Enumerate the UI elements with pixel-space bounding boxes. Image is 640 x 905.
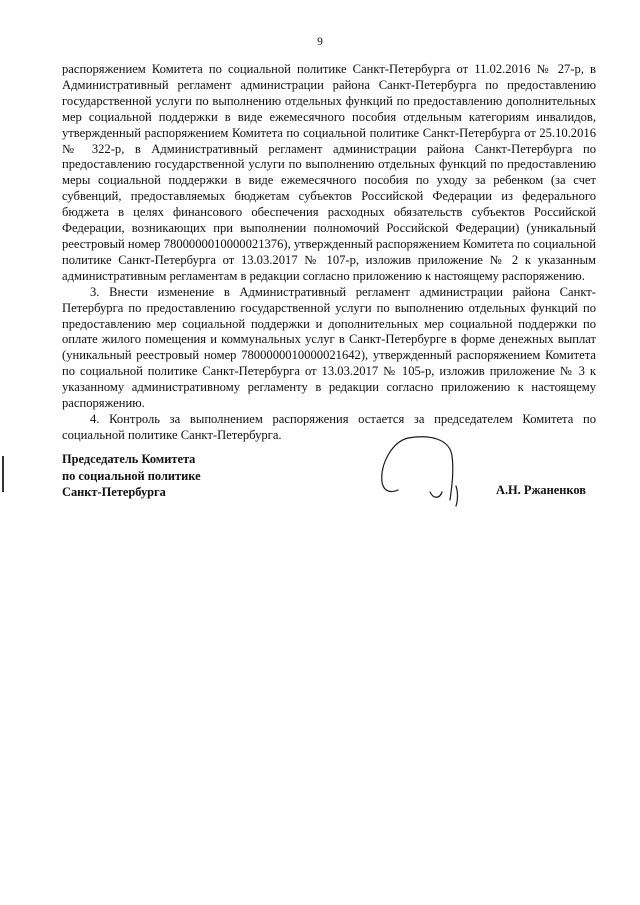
page-number: 9 xyxy=(317,36,323,48)
signatory-title-line: Председатель Комитета xyxy=(62,452,196,466)
paragraph-item-4: 4. Контроль за выполнением распоряжения остается за председателем Комитета по социальной политике Санкт-Петербурга. xyxy=(62,411,596,442)
body-text xyxy=(62,62,596,444)
scan-edge-mark xyxy=(2,456,4,492)
paragraph-continuation: распоряжением Комитета по социальной политике Санкт-Петербурга от 11.02.2016 № 27-р, в Административный регламент администрации района Санкт-Петербурга по предоставлению государственной услуги по выполнению отдельных функций по предоставлению дополнительных мер социальной поддержки в виде ежемесячного пособия отдельным категориям инвалидов, утвержденный распоряжением Комитета по социальной политике Санкт-Петербурга от 25.10.2016 № 322-р, в Административный регламент администрации района Санкт-Петербурга по предоставлению государственной услуги по выполнению отдельных функций по предоставлению меры социальной поддержки в виде ежемесячного пособия по уходу за ребенком (за счет субвенций, предоставляемых бюджетам субъектов Российской Федерации из федерального бюджета в целях финансового обеспечения расходных обязательств субъектов Российской Федерации, возникающих при выполнении полномочий Российской Федерации) (уникальный реестровый номер 7800000010000021376), утвержденный распоряжением Комитета по социальной политике Санкт-Петербурга от 13.03.2017 № 107-р, изложив приложение № 2 к указанным административным регламентам в редакции согласно приложению к настоящему распоряжению. xyxy=(62,62,596,283)
paragraph-item-3: 3. Внести изменение в Административный регламент администрации района Санкт-Петербурга по предоставлению государственной услуги по выполнению отдельных функций по предоставлению мер социальной поддержки и дополнительных мер социальной поддержки по оплате жилого помещения и коммунальных услуг в Санкт-Петербурге в форме денежных выплат (уникальный реестровый номер 7800000010000021642), утвержденный распоряжением Комитета по социальной политике Санкт-Петербурга от 13.03.2017 № 105-р, изложив приложение № 3 к указанному административному регламенту в редакции согласно приложению к настоящему распоряжению. xyxy=(62,284,596,411)
handwritten-signature xyxy=(372,430,472,510)
signatory-title xyxy=(62,451,201,501)
signatory-name: А.Н. Ржаненков xyxy=(496,483,586,497)
signatory-title-line: Санкт-Петербурга xyxy=(62,485,166,499)
signatory-title-line: по социальной политике xyxy=(62,468,201,483)
